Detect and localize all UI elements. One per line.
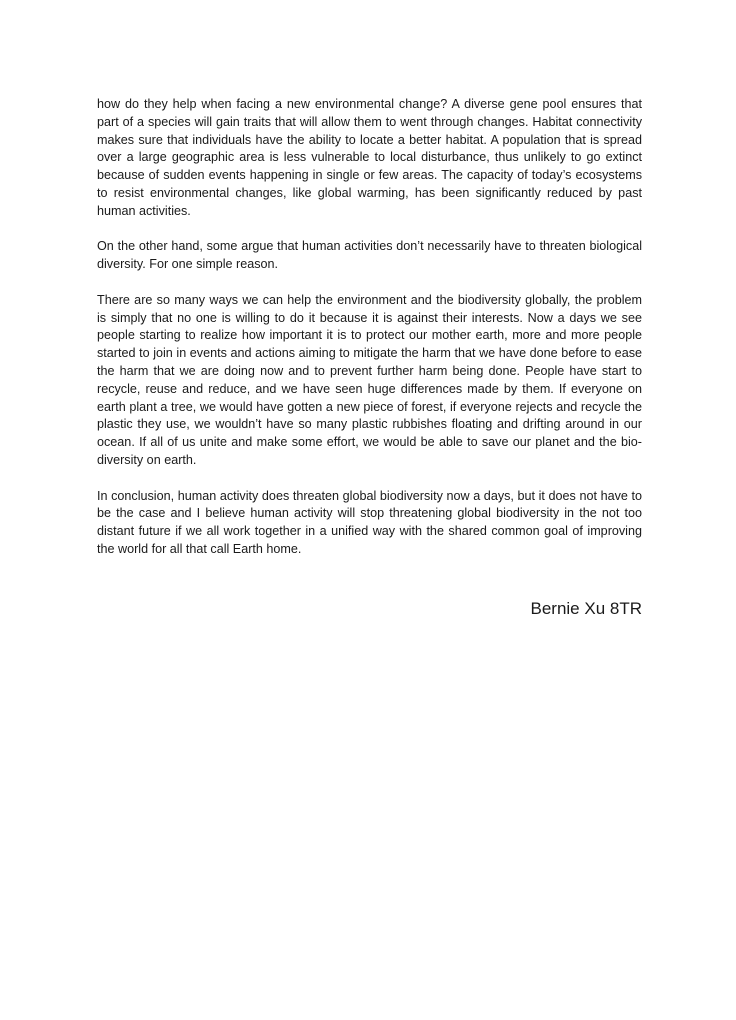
paragraph-gene-pool: how do they help when facing a new environmental change? A diverse gene pool ensures that part of a species will gain traits that will allow them to went through changes. Habitat connectivity makes sure that individuals have the ability to locate a better habitat. A population that is spread over a large geographic area is less vulnerable to local disturbance, thus unlikely to go extinct because of sudden events happening in single or few areas. The capacity of today’s ecosystems to resist environmental changes, like global warming, has been significantly reduced by past human activities. xyxy=(97,97,642,218)
author-signature: Bernie Xu 8TR xyxy=(530,599,642,618)
paragraph-counterargument: On the other hand, some argue that human activities don’t necessarily have to threaten biological diversity. For one simple reason. xyxy=(97,239,642,272)
document-body xyxy=(97,96,642,577)
paragraph-ways-to-help: There are so many ways we can help the environment and the biodiversity globally, the problem is simply that no one is willing to do it because it is against their interests. Now a days we see people starting to realize how important it is to protect our mother earth, more and more people started to join in events and actions aiming to mitigate the harm that we have done before to ease the harm that we are doing now and to prevent further harm being done. People have start to recycle, reuse and reduce, and we have seen huge differences made by them. If everyone on earth plant a tree, we would have gotten a new piece of forest, if everyone rejects and recycle the plastic they use, we wouldn’t have so many plastic rubbishes floating and drifting around in our ocean. If all of us unite and make some effort, we would be able to save our planet and the bio-diversity on earth. xyxy=(97,292,642,467)
paragraph-conclusion: In conclusion, human activity does threaten global biodiversity now a days, but it does not have to be the case and I believe human activity will stop threatening global biodiversity in the not too distant future if we all work together in a unified way with the shared common goal of improving the world for all that call Earth home. xyxy=(97,488,642,556)
